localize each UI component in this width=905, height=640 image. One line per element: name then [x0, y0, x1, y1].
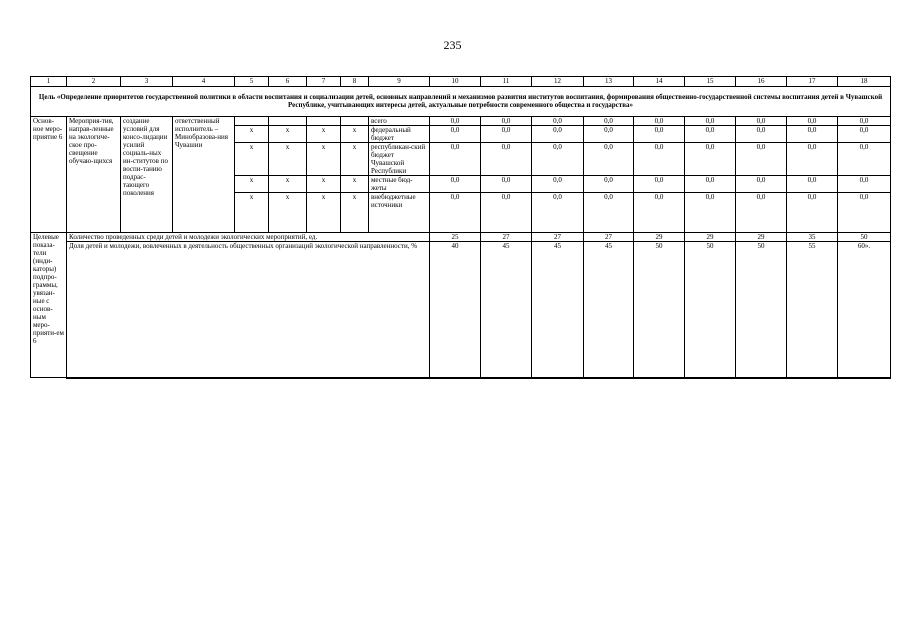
column-number: 16 — [736, 77, 787, 87]
value-cell: 35 — [787, 233, 838, 242]
value-cell: 0,0 — [838, 126, 891, 143]
value-cell: 50 — [685, 242, 736, 378]
value-cell: 0,0 — [532, 143, 584, 176]
mark-cell: x — [235, 176, 269, 193]
value-cell: 0,0 — [736, 193, 787, 233]
value-cell: 0,0 — [787, 193, 838, 233]
value-cell: 0,0 — [685, 126, 736, 143]
mark-cell — [307, 117, 341, 126]
funding-source: республикан-ский бюджет Чувашской Республики — [369, 143, 430, 176]
value-cell: 50 — [634, 242, 685, 378]
column-number: 2 — [67, 77, 121, 87]
funding-source: местные бюд-жеты — [369, 176, 430, 193]
value-cell: 0,0 — [634, 117, 685, 126]
value-cell: 0,0 — [481, 143, 532, 176]
mark-cell: x — [307, 126, 341, 143]
mark-cell — [341, 117, 369, 126]
value-cell: 0,0 — [532, 126, 584, 143]
value-cell: 0,0 — [481, 117, 532, 126]
value-cell: 0,0 — [787, 126, 838, 143]
page-number: 235 — [443, 38, 462, 52]
value-cell: 55 — [787, 242, 838, 378]
mark-cell: x — [341, 176, 369, 193]
value-cell: 0,0 — [532, 176, 584, 193]
value-cell: 0,0 — [584, 117, 634, 126]
value-cell: 0,0 — [736, 143, 787, 176]
column-number: 17 — [787, 77, 838, 87]
mark-cell: x — [269, 176, 307, 193]
goal-row — [31, 87, 891, 117]
value-cell: 0,0 — [481, 193, 532, 233]
column-number: 1 — [31, 77, 67, 87]
funding-source: всего — [369, 117, 430, 126]
program-table — [30, 76, 891, 379]
value-cell: 0,0 — [634, 176, 685, 193]
value-cell: 50 — [838, 233, 891, 242]
value-cell: 0,0 — [584, 176, 634, 193]
column-number: 11 — [481, 77, 532, 87]
value-cell: 45 — [532, 242, 584, 378]
value-cell: 0,0 — [481, 176, 532, 193]
value-cell: 0,0 — [481, 126, 532, 143]
mark-cell: x — [307, 143, 341, 176]
mark-cell: x — [307, 193, 341, 233]
column-number: 6 — [269, 77, 307, 87]
value-cell: 0,0 — [634, 143, 685, 176]
value-cell: 29 — [634, 233, 685, 242]
mark-cell: x — [269, 126, 307, 143]
value-cell: 0,0 — [584, 126, 634, 143]
activity-name: Мероприя-тия, направ-ленные на экологиче-ское про-свещение обучаю-щихся — [67, 117, 121, 233]
column-number: 4 — [173, 77, 235, 87]
funding-row — [31, 117, 891, 126]
value-cell: 0,0 — [736, 176, 787, 193]
value-cell: 0,0 — [685, 117, 736, 126]
column-number: 13 — [584, 77, 634, 87]
value-cell: 45 — [584, 242, 634, 378]
column-number: 8 — [341, 77, 369, 87]
column-number: 5 — [235, 77, 269, 87]
column-number: 7 — [307, 77, 341, 87]
column-number: 14 — [634, 77, 685, 87]
value-cell: 45 — [481, 242, 532, 378]
value-cell: 40 — [430, 242, 481, 378]
funding-source: внебюджетные источники — [369, 193, 430, 233]
indicator-row — [31, 233, 891, 242]
value-cell: 27 — [481, 233, 532, 242]
mark-cell: x — [341, 193, 369, 233]
mark-cell: x — [269, 143, 307, 176]
value-cell: 0,0 — [838, 117, 891, 126]
value-cell: 0,0 — [584, 193, 634, 233]
value-cell: 25 — [430, 233, 481, 242]
value-cell: 0,0 — [685, 143, 736, 176]
value-cell: 27 — [584, 233, 634, 242]
value-cell: 0,0 — [787, 117, 838, 126]
value-cell: 0,0 — [685, 193, 736, 233]
value-cell: 27 — [532, 233, 584, 242]
value-cell: 0,0 — [430, 126, 481, 143]
mark-cell: x — [341, 126, 369, 143]
mark-cell: x — [235, 193, 269, 233]
mark-cell: x — [341, 143, 369, 176]
column-number: 10 — [430, 77, 481, 87]
funding-source: федеральный бюджет — [369, 126, 430, 143]
value-cell: 50 — [736, 242, 787, 378]
value-cell: 0,0 — [634, 126, 685, 143]
value-cell: 0,0 — [838, 176, 891, 193]
activity-type: Основ-ное меро-приятие 6 — [31, 117, 67, 233]
goal-text: Цель «Определение приоритетов государственной политики в области воспитания и социализации детей, основных направлений и механизмов развития институтов воспитания, формирования общественно-государственной системы воспитания детей в Чувашской Республике, учитывающих интересы детей, актуальные потребности современного общества и государства» — [31, 87, 891, 117]
value-cell: 0,0 — [430, 117, 481, 126]
indicators-label: Целевые показа-тели (инди-каторы) подпро-граммы, увязан-ные с основ-ным меро-прияти-ем 6 — [31, 233, 67, 378]
mark-cell — [269, 117, 307, 126]
activity-purpose: создание условий для консо-лидации усилий социаль-ных ин-ститутов по воспи-танию подрас-тающего поколения — [121, 117, 173, 233]
column-number: 18 — [838, 77, 891, 87]
value-cell: 0,0 — [532, 117, 584, 126]
indicator-text: Количество проведенных среди детей и молодежи экологических мероприятий, ед. — [67, 233, 430, 242]
value-cell: 0,0 — [634, 193, 685, 233]
value-cell: 0,0 — [584, 143, 634, 176]
value-cell: 0,0 — [736, 126, 787, 143]
value-cell: 60». — [838, 242, 891, 378]
mark-cell: x — [235, 143, 269, 176]
indicator-text: Доля детей и молодежи, вовлеченных в деятельность общественных организаций экологической направленности, % — [67, 242, 430, 378]
mark-cell — [235, 117, 269, 126]
value-cell: 0,0 — [430, 143, 481, 176]
activity-executor: ответственный исполнитель – Минобразова-ния Чувашии — [173, 117, 235, 233]
column-number: 15 — [685, 77, 736, 87]
value-cell: 0,0 — [430, 193, 481, 233]
column-number: 3 — [121, 77, 173, 87]
mark-cell: x — [269, 193, 307, 233]
value-cell: 29 — [685, 233, 736, 242]
column-number: 9 — [369, 77, 430, 87]
mark-cell: x — [235, 126, 269, 143]
value-cell: 0,0 — [838, 143, 891, 176]
value-cell: 0,0 — [736, 117, 787, 126]
value-cell: 0,0 — [532, 193, 584, 233]
value-cell: 0,0 — [787, 143, 838, 176]
column-number: 12 — [532, 77, 584, 87]
value-cell: 0,0 — [787, 176, 838, 193]
value-cell: 0,0 — [430, 176, 481, 193]
indicator-row — [31, 242, 891, 378]
column-numbers-row — [31, 77, 891, 87]
value-cell: 0,0 — [838, 193, 891, 233]
mark-cell: x — [307, 176, 341, 193]
value-cell: 29 — [736, 233, 787, 242]
value-cell: 0,0 — [685, 176, 736, 193]
